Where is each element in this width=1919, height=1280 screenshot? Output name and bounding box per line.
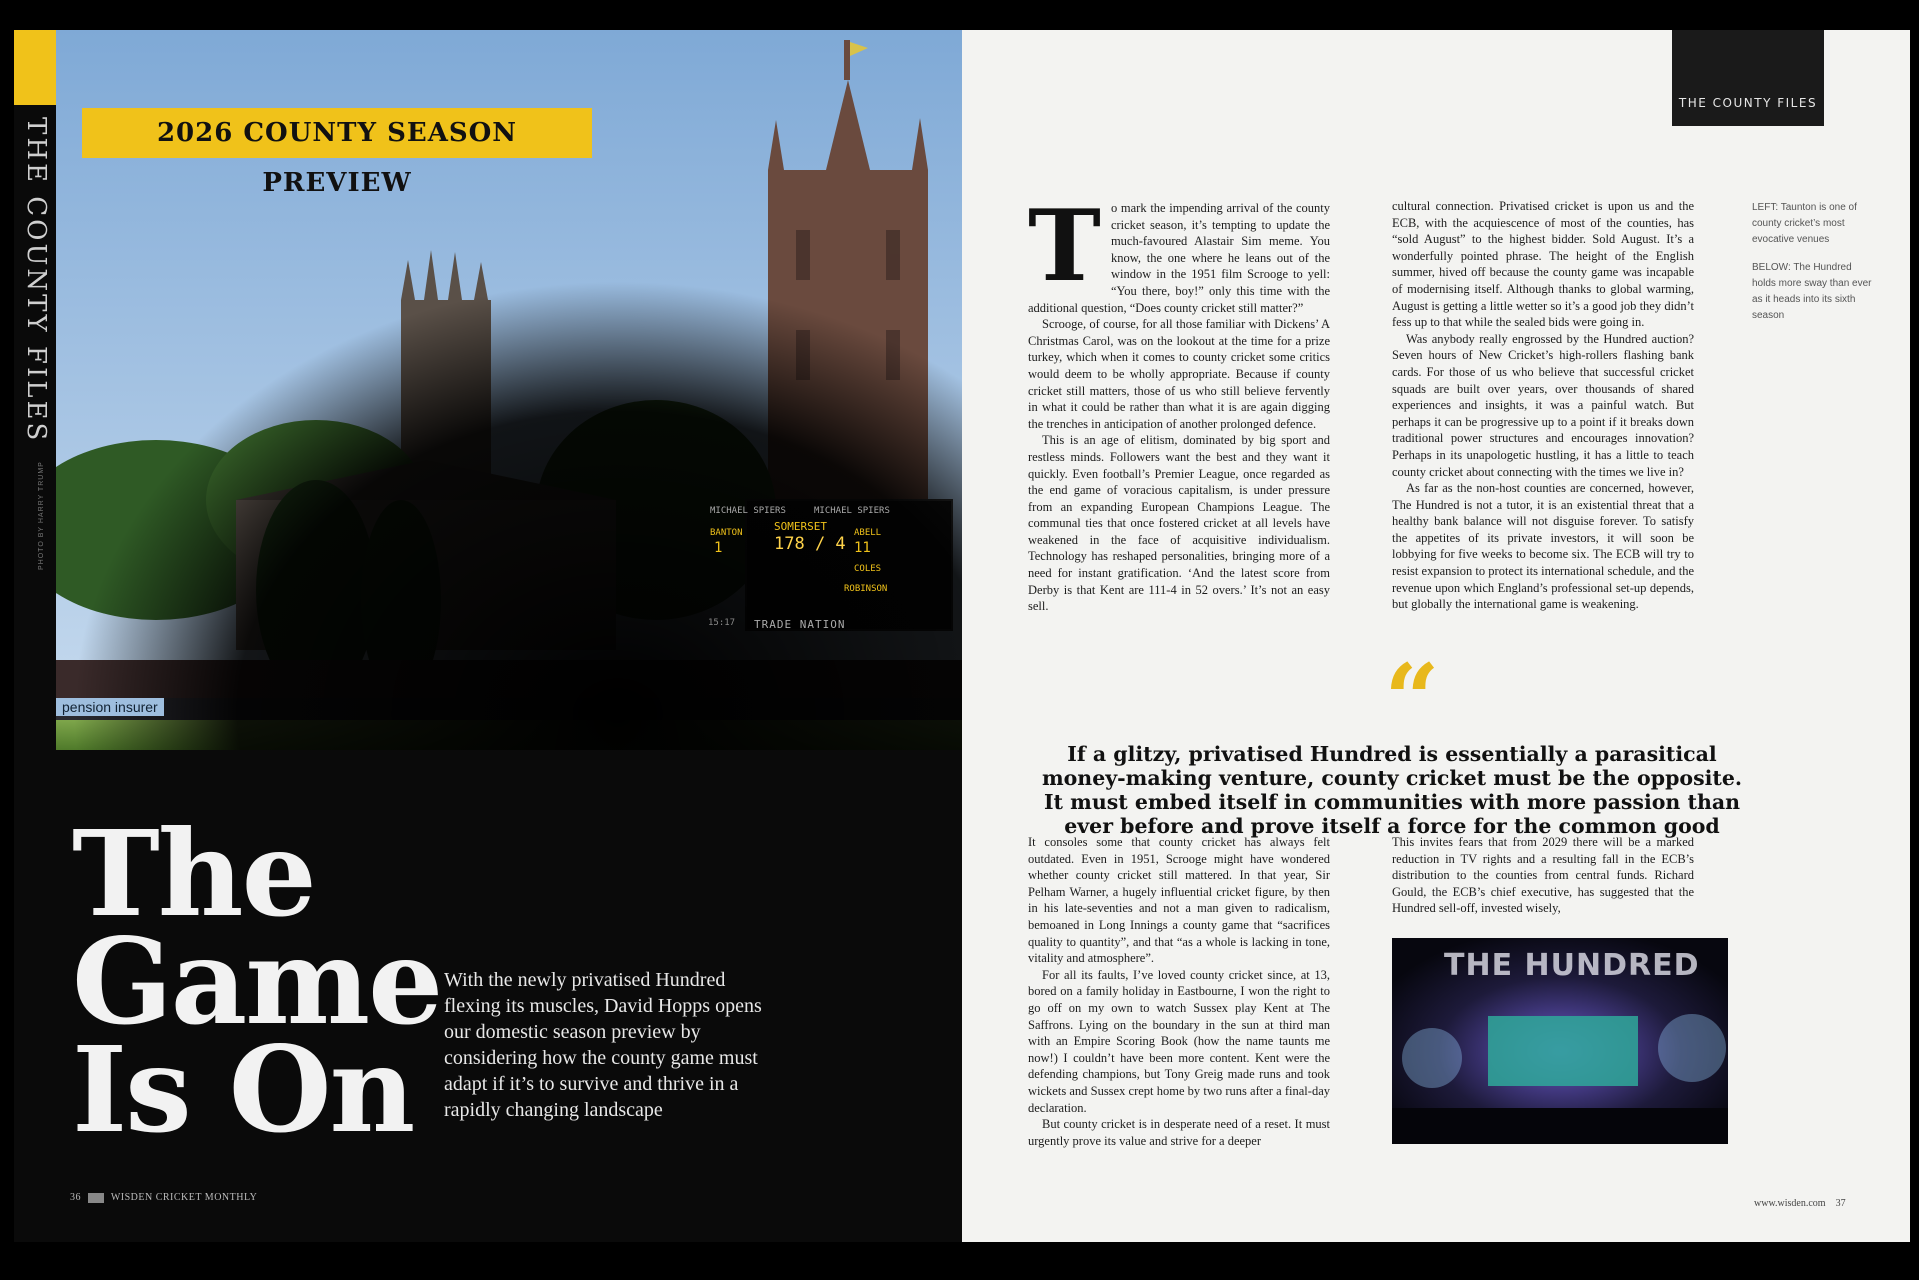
scoreboard-right-runs: 11: [854, 540, 871, 556]
spine-section-label: THE COUNTY FILES: [21, 117, 51, 444]
wisden-logo-icon: [88, 1193, 104, 1203]
paragraph: Was anybody really engrossed by the Hundred auction? Seven hours of New Cricket’s high-rollers flashing bank cards. For those of us who believe that successful cricket squads are built over years, over thousands of shared experiences and insights, it was a painful watch. But perhaps it can be progressive up to a point if it breaks down traditional power structures and encourages innovation? Perhaps in its unapologetic hustling, it has a little to teach county cricket about connecting with the times we live in?: [1392, 331, 1694, 479]
caption-below: BELOW: The Hundred holds more sway than ever as it heads into its sixth season: [1752, 262, 1872, 321]
publication-name: WISDEN CRICKET MONTHLY: [110, 1192, 258, 1203]
scoreboard-sponsor-1: MICHAEL SPIERS: [710, 506, 786, 516]
left-page: [14, 30, 962, 1242]
left-footer: [70, 1192, 257, 1203]
paragraph: This is an age of elitism, dominated by big sport and restless minds. Followers want the best and they want it quickly. Even football’s Premier League, once regarded as the end game of voracious capitalism, is under pressure from an expanding European Champions League. The communal ties that once fostered cricket at all levels have weakened in the face of acquisitive individualism. Technology has reshaped personalities, bringing more of a need for instant gratification. ‘And the latest score from Derby is that Kent are 111-4 in 52 overs.’ It’s not an easy sell.: [1028, 433, 1330, 614]
scoreboard-bowler-1: COLES: [854, 564, 882, 574]
article-column-2: [1392, 198, 1694, 613]
photo-credit: PHOTO BY HARRY TRUMP: [38, 461, 45, 570]
standfirst: With the newly privatised Hundred flexing its muscles, David Hopps opens our domestic season preview by considering how the county game must adapt if it’s to survive and thrive in a rapidly changing landscape: [444, 969, 762, 1121]
hundred-event-photo: [1392, 938, 1728, 1144]
scoreboard-team: SOMERSET: [774, 520, 827, 533]
section-tab: THE COUNTY FILES: [1672, 30, 1824, 126]
right-footer: [1754, 1198, 1846, 1209]
article-column-3: [1028, 834, 1330, 1149]
season-preview-tag: 2026 COUNTY SEASON PREVIEW: [82, 108, 592, 158]
headline-line-1: The: [72, 804, 315, 943]
scoreboard-sponsor-2: MICHAEL SPIERS: [814, 506, 890, 516]
right-page-number: 37: [1835, 1198, 1846, 1209]
left-page-number: 36: [70, 1192, 81, 1203]
scoreboard-sponsor-bottom: TRADE NATION: [754, 618, 846, 631]
drop-cap: T: [1028, 189, 1101, 304]
scoreboard-bowler-2: ROBINSON: [844, 584, 888, 594]
article-column-1: [1028, 189, 1330, 615]
scoreboard-right-batter: ABELL: [854, 528, 882, 538]
paragraph: It consoles some that county cricket has always felt outdated. Even in 1951, Scrooge might have wondered whether county cricket still mattered. In that year, Sir Pelham Warner, a hugely influential cricket figure, by then in his late-seventies and not a man given to radicalism, bemoaned in Long Innings a county game that “sacrifices quality to quantity”, and that “as a whole is lacking in tone, vitality and atmosphere”.: [1028, 835, 1330, 966]
headline-line-3: Is On: [72, 1020, 414, 1159]
article-column-4: [1392, 834, 1694, 917]
pull-quote: If a glitzy, privatised Hundred is essentially a parasitical money-making venture, county cricket must be the opposite. It must embed itself in communities with more passion than ever before and prove itself a force for the common good: [1041, 742, 1743, 838]
paragraph: Scrooge, of course, for all those familiar with Dickens’ A Christmas Carol, was on the lookout at the time for a prize turkey, which when it comes to county cricket some critics would deem to be wholly appropriate. Because if county cricket still matters, those of us who still believe fervently in what it could be rather than what it is are again digging the trenches in anticipation of another prolonged defence.: [1028, 317, 1330, 431]
paragraph: This invites fears that from 2029 there will be a marked reduction in TV rights and a resulting fall in the ECB’s distribution to the counties from central funds. Richard Gould, the ECB’s chief executive, has suggested that the Hundred sell-off, invested wisely,: [1392, 835, 1694, 916]
boundary-advert: pension insurer: [56, 698, 164, 716]
caption-left: LEFT: Taunton is one of county cricket’s most evocative venues: [1752, 202, 1857, 245]
paragraph: But county cricket is in desperate need of a reset. It must urgently prove its value and strive for a deeper: [1028, 1117, 1330, 1148]
photo-captions: [1752, 200, 1872, 336]
scoreboard-score: 178 / 4: [774, 534, 846, 554]
scoreboard-left-batter: BANTON: [710, 528, 743, 538]
headline-line-2: Game: [72, 912, 442, 1051]
paragraph: cultural connection. Privatised cricket is upon us and the ECB, with the acquiescence of most of the counties, has “sold August” to the highest bidder. Sold August. It’s a wonderfully pointed phrase. The height of the English summer, hived off because the county game was incapable of modernising itself. Although thanks to global warming, August is getting a little wetter so it’s a good job they didn’t fess up to that while the sealed bids were going in.: [1392, 199, 1694, 330]
scoreboard-left-runs: 1: [714, 540, 723, 556]
scoreboard-time: 15:17: [708, 618, 736, 628]
paragraph: For all its faults, I’ve loved county cricket since, at 13, bored on a family holiday in Eastbourne, I won the right to go off on my own to watch Sussex play Kent at The Saffrons. Lying on the boundary in the sun at third man with an Empire Scoring Book (how the name taunts me now!) I couldn’t have been more content. Kent were the defending champions, but Tony Greig made runs and took wickets and Sussex crept home by two runs after a final-day declaration.: [1028, 967, 1330, 1115]
right-page: [962, 30, 1910, 1242]
paragraph: o mark the impending arrival of the county cricket season, it’s tempting to update the much-favoured Alastair Sim meme. You know, the one where he leans out of the window in the 1951 film Scrooge to yell: “You there, boy!” only this time with the additional question, “Does county cricket still matter?”: [1028, 201, 1330, 315]
footer-url: www.wisden.com: [1754, 1198, 1826, 1209]
paragraph: As far as the non-host counties are concerned, however, The Hundred is not a tutor, it is an existential threat that a healthy bank balance will not disguise forever. To satisfy the appetites of its private investors, it will soon be lobbying for five weeks to become six. The ECB will try to resist expansion to protect its international schedule, and the revenue upon which England’s professional set-up depends, but globally the international game is weakening.: [1392, 481, 1694, 612]
section-accent-strip: [14, 30, 56, 105]
hundred-sign: THE HUNDRED: [1444, 948, 1700, 983]
quote-mark-icon: “: [1384, 643, 1440, 756]
